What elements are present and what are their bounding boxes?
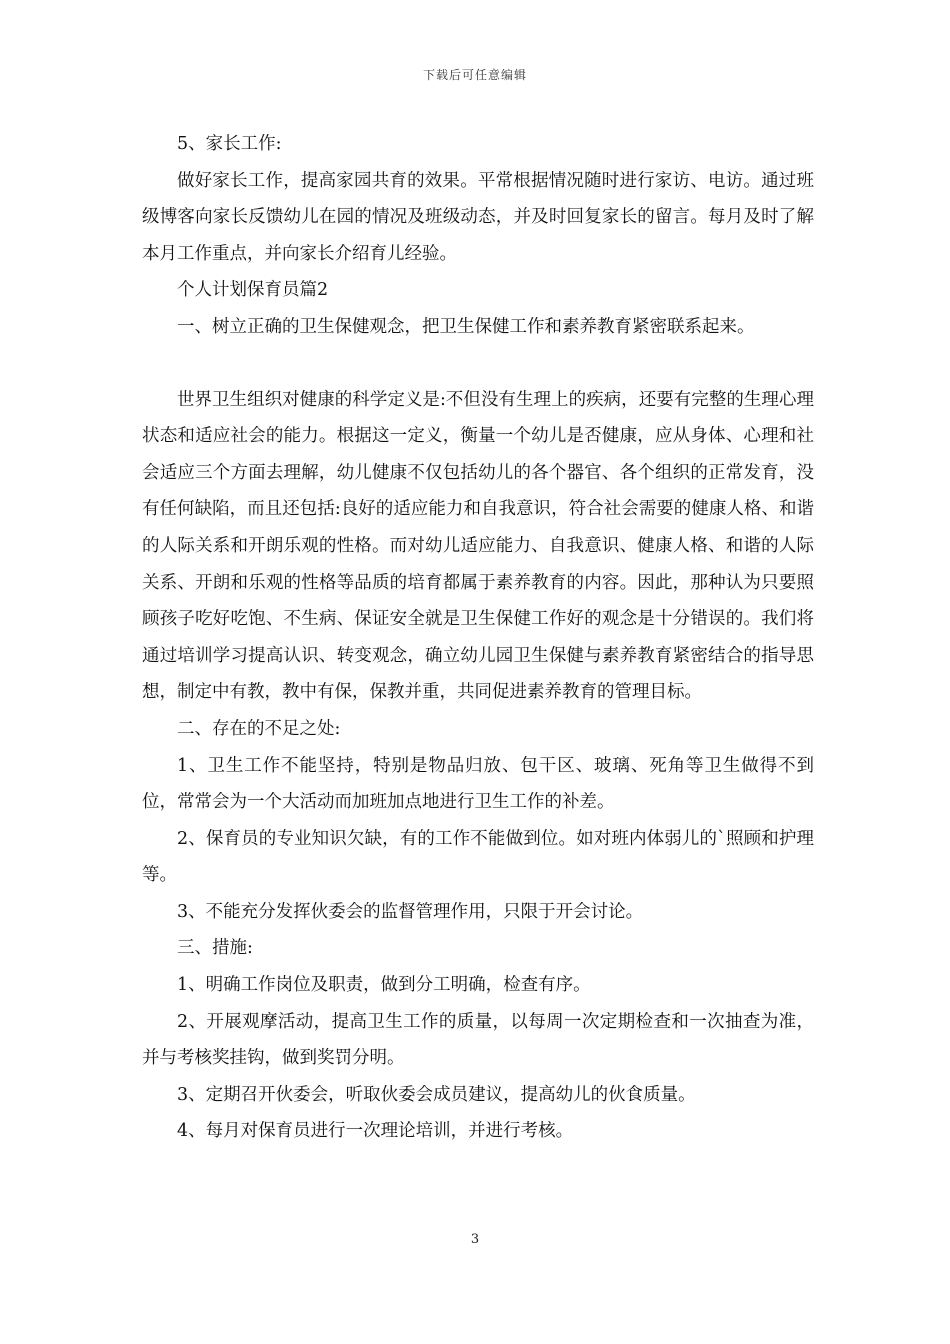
document-body [142,126,814,1150]
paragraph-heading-hygiene-concept: 一、树立正确的卫生保健观念，把卫生保健工作和素养教育紧密联系起来。 [177,316,755,337]
page-number: 3 [470,1232,480,1247]
paragraph-who-definition: 世界卫生组织对健康的科学定义是:不但没有生理上的疾病，还要有完整的生理心理状态和适应社会的能力。根据这一定义，衡量一个幼儿是否健康，应从身体、心理和社会适应三个方面去理解，幼儿健康不仅包括幼儿的各个器官、各个组织的正常发育，没有任何缺陷，而且还包括:良好的适应能力和自我意识，符合社会需要的健康人格、和谐的人际关系和开朗乐观的性格。而对幼儿适应能力、自我意识、健康人格、和谐的人际关系、开朗和乐观的性格等品质的培育都属于素养教育的内容。因此，那种认为只要照顾孩子吃好吃饱、不生病、保证安全就是卫生保健工作好的观念是十分错误的。我们将通过培训学习提高认识、转变观念，确立幼儿园卫生保健与素养教育紧密结合的指导思想，制定中有教，教中有保，保教并重，共同促进素养教育的管理目标。 [142,389,814,703]
paragraph-heading-measures: 三、措施: [177,938,253,959]
paragraph-heading-shortcomings: 二、存在的不足之处: [177,718,341,739]
paragraph-heading-parent-work: 5、家长工作: [177,134,282,154]
paragraph-section-title: 个人计划保育员篇2 [177,280,329,301]
page-header: 下载后可任意编辑 [422,68,527,82]
paragraph-shortcoming-3: 3、不能充分发挥伙委会的监督管理作用，只限于开会讨论。 [177,901,644,922]
paragraph-parent-work: 做好家长工作，提高家园共育的效果。平常根据情况随时进行家访、电访。通过班级博客向家长反馈幼儿在园的情况及班级动态，并及时回复家长的留言。每月及时了解本月工作重点，并向家长介绍育儿经验。 [142,170,814,264]
paragraph-measure-3: 3、定期召开伙委会，听取伙委会成员建议，提高幼儿的伙食质量。 [177,1084,696,1105]
paragraph-measure-4: 4、每月对保育员进行一次理论培训，并进行考核。 [177,1121,574,1142]
paragraph-shortcoming-1: 1、卫生工作不能坚持，特别是物品归放、包干区、玻璃、死角等卫生做得不到位，常常会为一个大活动而加班加点地进行卫生工作的补差。 [142,755,814,813]
paragraph-shortcoming-2: 2、保育员的专业知识欠缺，有的工作不能做到位。如对班内体弱儿的`照顾和护理等。 [142,828,814,886]
paragraph-measure-2: 2、开展观摩活动，提高卫生工作的质量，以每周一次定期检查和一次抽查为准，并与考核奖挂钩，做到奖罚分明。 [142,1011,814,1069]
paragraph-measure-1: 1、明确工作岗位及职责，做到分工明确，检查有序。 [177,975,591,996]
